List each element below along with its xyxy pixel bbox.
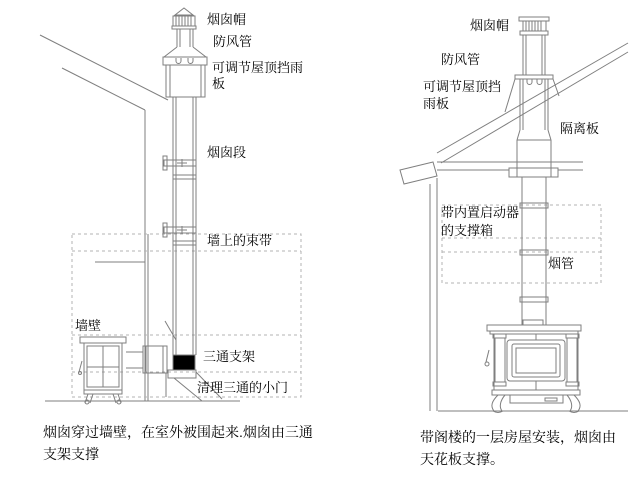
label-left-roof-flashing-line1: 可调节屋顶挡雨 — [212, 60, 304, 75]
label-left-roof-flashing-line2: 板 — [212, 76, 226, 91]
label-right-wind-pipe: 防风管 — [441, 52, 481, 67]
label-right-roof-flashing-line2: 雨板 — [423, 96, 450, 111]
label-right-roof-flashing-line1: 可调节屋顶挡 — [423, 79, 502, 94]
label-left-wall-strap: 墙上的束带 — [207, 233, 273, 248]
label-right-flue-pipe: 烟管 — [548, 256, 575, 271]
label-left-chimney-cap: 烟囱帽 — [207, 12, 247, 27]
right-caption-line1: 带阁楼的一层房屋安装，烟囱由 — [420, 429, 616, 445]
left-house-roof-wall — [40, 35, 240, 401]
left-stove — [79, 337, 127, 404]
label-right-support-box-line1: 带内置启动器 — [441, 205, 520, 220]
right-caption-line2: 天花板支撑。 — [420, 451, 504, 467]
left-chimney — [163, 8, 207, 355]
tee-support-block — [173, 355, 195, 370]
label-left-wind-pipe: 防风管 — [213, 34, 253, 49]
label-left-wall: 墙壁 — [75, 318, 102, 333]
left-enclosure-dashed-box — [72, 234, 301, 397]
label-left-tee-bracket: 三通支架 — [203, 349, 256, 364]
left-caption-line1: 烟囱穿过墙壁，在室外被围起来.烟囱由三通 — [43, 424, 313, 440]
label-right-divider-plate: 隔离板 — [560, 121, 600, 136]
right-stove — [485, 320, 581, 413]
right-chimney — [505, 17, 559, 325]
label-left-cleanout-door: 清理三通的小门 — [197, 380, 289, 395]
left-caption — [43, 421, 313, 465]
left-caption-line2: 支架支撑 — [43, 446, 99, 462]
label-left-chimney-section: 烟囱段 — [207, 145, 247, 160]
right-caption — [420, 426, 616, 470]
label-right-chimney-cap: 烟囱帽 — [470, 18, 510, 33]
label-right-support-box-line2: 的支撑箱 — [441, 223, 494, 238]
